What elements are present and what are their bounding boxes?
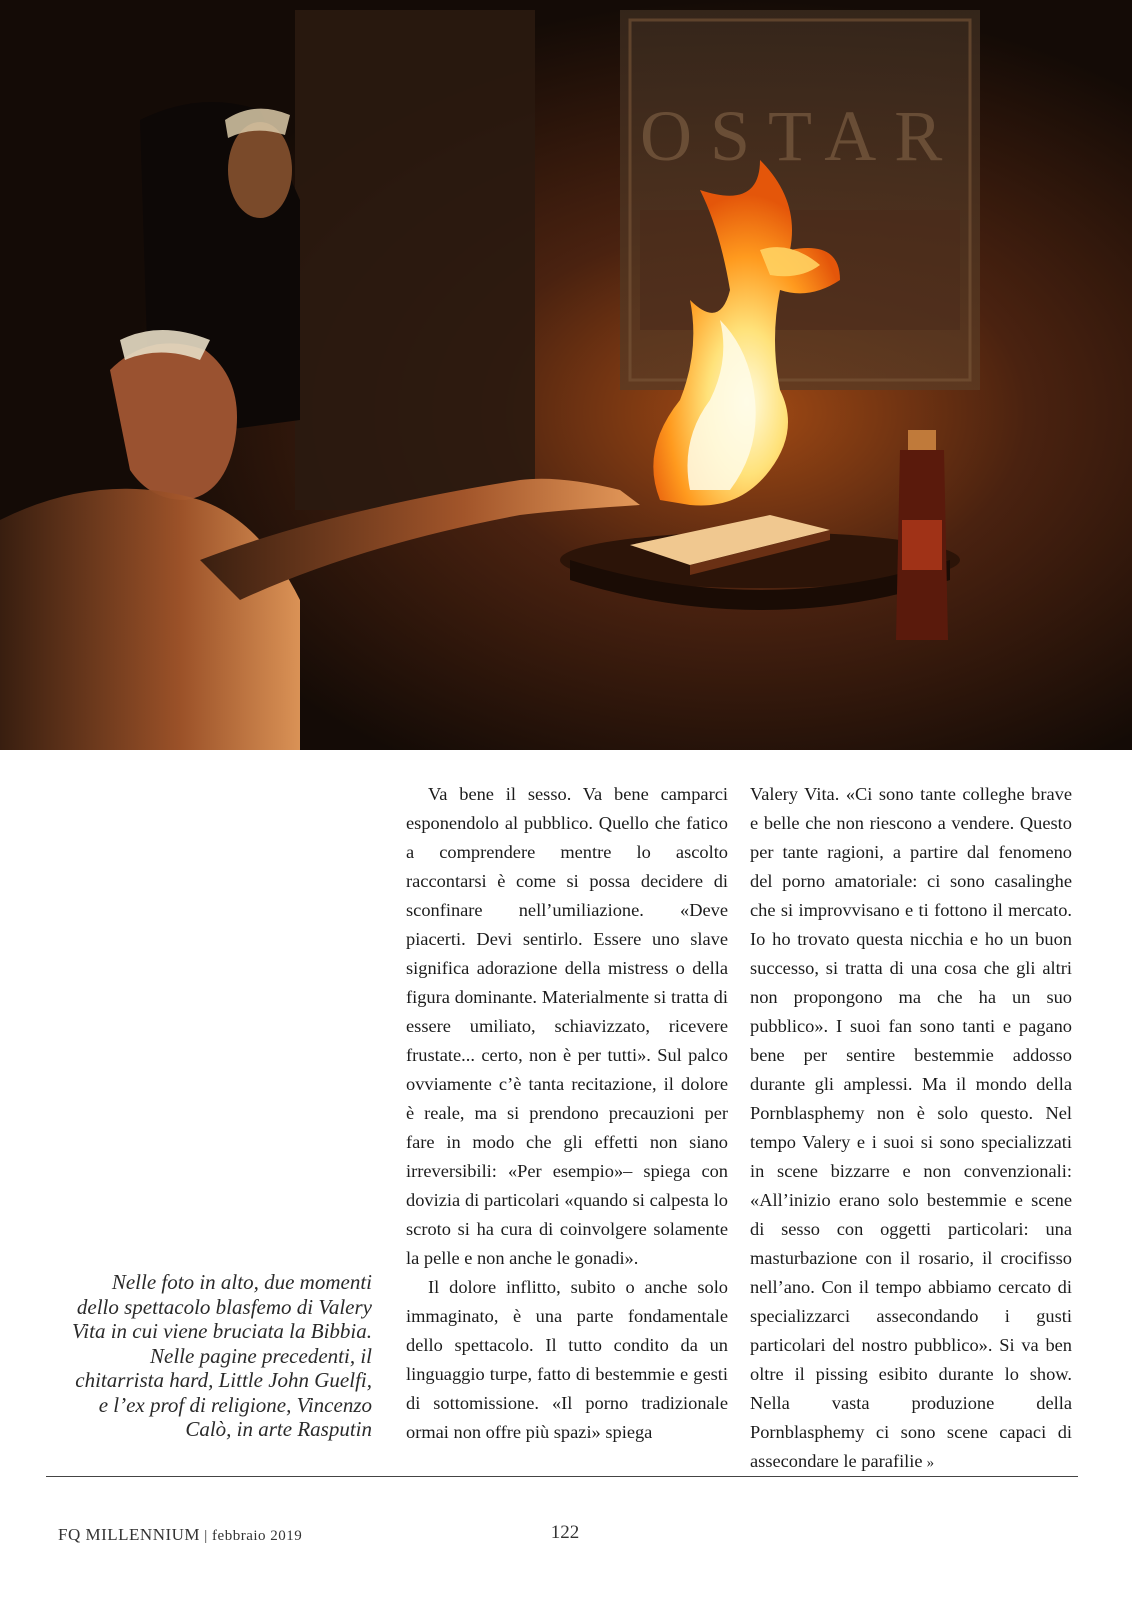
- footer-credit: [58, 1525, 302, 1545]
- article-photo: [0, 0, 1132, 750]
- article-text: Valery Vita. «Ci sono tante colleghe brave e belle che non riescono a vendere. Questo per tante ragioni, a partire dal fenomeno del porno amatoriale: ci sono casalinghe che si improvvisano e ti fottono il mercato. Io ho trovato questa nicchia e ho un buon successo, si tratta di una cosa che gli altri non propongono ma che ha un suo pubblico». I suoi fan sono tanti e pagano bene per sentire bestemmie addosso durante gli amplessi. Ma il mondo della Pornblasphemy non è solo questo. Nel tempo Valery e i suoi si sono specializzati in scene bizzarre e non convenzionali: «All’inizio erano solo bestemmie e scene di sesso con oggetti particolari: una masturbazione con il rosario, il crocifisso nell’ano. Con il tempo abbiamo cercato di specializzarci assecondando i gusti particolari del nostro pubblico». Si va ben oltre il pissing esibito durante lo show. Nella vasta produzione della Pornblasphemy ci sono scene capaci di assecondare le parafilie: [750, 784, 1072, 1471]
- article-paragraph: Va bene il sesso. Va bene camparci esponendolo al pubblico. Quello che fatico a comprendere mentre lo ascolto raccontarsi è come si possa decidere di sconfinare nell’umiliazione. «Deve piacerti. Devi sentirlo. Essere uno slave significa adorazione della mistress o della figura dominante. Materialmente si tratta di essere umiliato, schiavizzato, ricevere frustate... certo, non è per tutti». Sul palco ovviamente c’è tanta recitazione, il dolore è reale, ma si prendono precauzioni per fare in modo che gli effetti non siano irreversibili: «Per esempio»– spiega con dovizia di particolari «quando si calpesta lo scroto si ha cura di coinvolgere solamente la pelle e non anche le gonadi».: [406, 784, 728, 1268]
- article-paragraph: [750, 780, 1072, 1478]
- caption-line: Calò, in arte Rasputin: [185, 1417, 372, 1441]
- page-number: 122: [550, 1522, 580, 1543]
- caption-line: Nelle pagine precedenti, il: [150, 1343, 372, 1368]
- photo-caption: [40, 1270, 372, 1442]
- fire-ritual-photo: [0, 0, 1132, 750]
- caption-line: Nelle foto in alto, due momenti: [111, 1270, 372, 1294]
- article-column-2: [750, 780, 1072, 1478]
- issue-date: febbraio 2019: [212, 1528, 303, 1544]
- magazine-brand: FQ MILLENNIUM: [58, 1525, 201, 1544]
- article-paragraph: Il dolore inflitto, subito o anche solo immaginato, è una parte fondamentale dello spettacolo. Il tutto condito da un linguaggio turpe, fatto di bestemmie e gesti di sottomissione. «Il porno tradizionale ormai non offre più spazi» spiega: [406, 1277, 728, 1442]
- footer-separator: |: [204, 1528, 208, 1544]
- continue-arrow-icon: »: [926, 1455, 935, 1471]
- footer-rule: [46, 1476, 1078, 1477]
- caption-line: e l’ex prof di religione, Vincenzo: [98, 1392, 372, 1417]
- sign-text: OSTAR: [640, 96, 961, 176]
- caption-line: dello spettacolo blasfemo di Valery: [76, 1294, 372, 1319]
- caption-line: Vita in cui viene bruciata la Bibbia.: [72, 1319, 372, 1343]
- article-column-1: [406, 780, 728, 1447]
- caption-line: chitarrista hard, Little John Guelfi,: [75, 1368, 372, 1392]
